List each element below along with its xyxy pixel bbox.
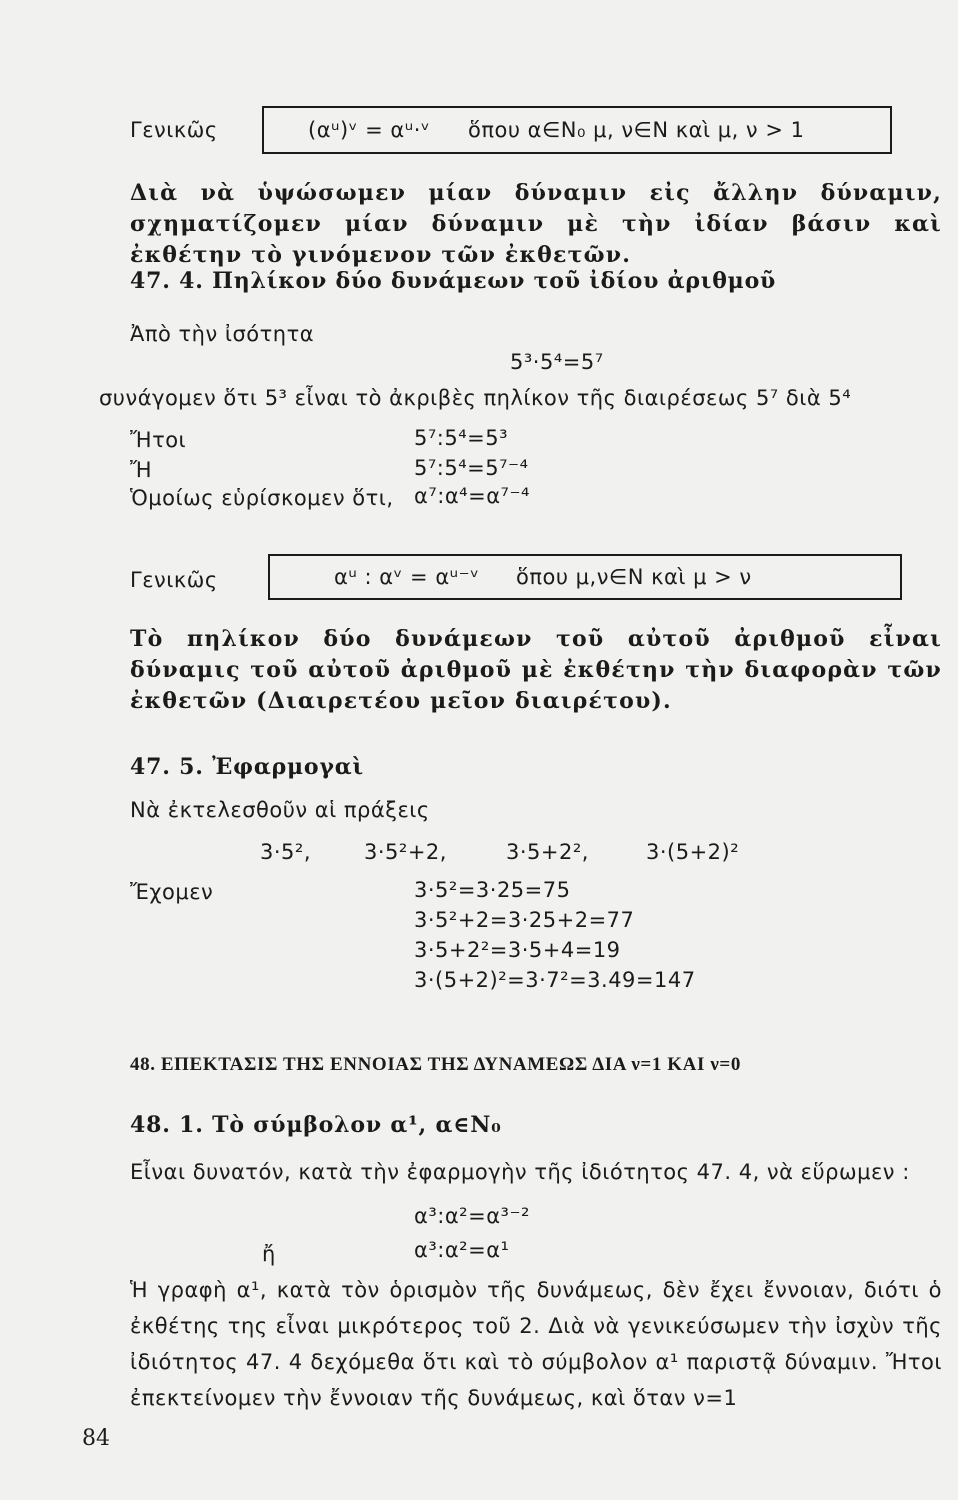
- formula-box-1: [262, 106, 892, 154]
- section-heading-47-5: 47. 5. Ἐφαρμογαὶ: [130, 754, 364, 780]
- intro-text: Ἀπὸ τὴν ἰσότητα: [130, 322, 315, 346]
- equation-a3-a2-2: α³:α²=α¹: [414, 1238, 510, 1262]
- task-text: Νὰ ἐκτελεσθοῦν αἱ πράξεις: [130, 798, 430, 822]
- exercise-3: 3·5+2²,: [506, 840, 589, 864]
- similarly-text: Ὁμοίως εὑρίσκομεν ὅτι,: [130, 486, 394, 510]
- have-text: Ἔχομεν: [130, 880, 214, 904]
- equation-5-3-5-4: 5³·5⁴=5⁷: [510, 350, 604, 374]
- exercise-4: 3·(5+2)²: [646, 840, 740, 864]
- power-of-power-formula: (αᵘ)ᵛ = αᵘ·ᵛ: [308, 118, 431, 142]
- line-label-1: Ἤτοι: [130, 428, 187, 452]
- general-label-2: Γενικῶς: [130, 568, 218, 592]
- quotient-formula: αᵘ : αᵛ = αᵘ⁻ᵛ: [334, 565, 480, 589]
- line-expr-1: 5⁷:5⁴=5³: [414, 426, 509, 450]
- line-label-2: Ἤ: [130, 458, 153, 482]
- solution-3: 3·5+2²=3·5+4=19: [414, 938, 621, 962]
- formula-condition-1: ὅπου α∈N₀ μ, ν∈N καὶ μ, ν > 1: [468, 118, 805, 142]
- or-text: ἤ: [262, 1242, 276, 1266]
- paragraph-48-1: Ἡ γραφὴ α¹, κατὰ τὸν ὁρισμὸν τῆς δυνάμεως, δὲν ἔχει ἔννοιαν, διότι ὁ ἐκθέτης της εἶναι μικρότερος τοῦ 2. Διὰ νὰ γενικεύσωμεν τὴν ἰσχὺν τῆς ἰδιότητος 47. 4 δεχόμεθα ὅτι καὶ τὸ σύμβολον α¹ παριστᾷ δύναμιν. Ἤτοι ἐπεκτείνομεν τὴν ἔννοιαν τῆς δυνάμεως, καὶ ὅταν ν=1: [130, 1278, 942, 1410]
- formula-box-2: [268, 554, 902, 600]
- solution-2: 3·5²+2=3·25+2=77: [414, 908, 635, 932]
- conclusion-text: συνάγομεν ὅτι 5³ εἶναι τὸ ἀκριβὲς πηλίκον τῆς διαιρέσεως 5⁷ διὰ 5⁴: [99, 386, 852, 410]
- chapter-heading-48: 48. ΕΠΕΚΤΑΣΙΣ ΤΗΣ ΕΝΝΟΙΑΣ ΤΗΣ ΔΥΝΑΜΕΩΣ ΔΙΑ ν=1 ΚΑΙ ν=0: [130, 1054, 741, 1075]
- exercise-2: 3·5²+2,: [364, 840, 447, 864]
- page-number: 84: [82, 1426, 110, 1451]
- section-heading-48-1: 48. 1. Τὸ σύμβολον α¹, α∈N₀: [130, 1112, 502, 1138]
- general-label-1: Γενικῶς: [130, 118, 218, 142]
- solution-1: 3·5²=3·25=75: [414, 878, 571, 902]
- section-heading-47-4: 47. 4. Πηλίκον δύο δυνάμεων τοῦ ἰδίου ἀριθμοῦ: [130, 268, 777, 294]
- rule-quotient: Τὸ πηλίκον δύο δυνάμεων τοῦ αὐτοῦ ἀριθμοῦ εἶναι δύναμις τοῦ αὐτοῦ ἀριθμοῦ μὲ ἐκθέτην τὴν διαφορὰν τῶν ἐκθετῶν (Διαιρετέου μεῖον διαιρέτου).: [130, 626, 942, 714]
- similarly-expr: α⁷:α⁴=α⁷⁻⁴: [414, 484, 530, 508]
- line-expr-2: 5⁷:5⁴=5⁷⁻⁴: [414, 456, 529, 480]
- exercise-1: 3·5²,: [260, 840, 311, 864]
- solution-4: 3·(5+2)²=3·7²=3.49=147: [414, 968, 696, 992]
- equation-a3-a2-1: α³:α²=α³⁻²: [414, 1204, 530, 1228]
- formula-condition-2: ὅπου μ,ν∈N καὶ μ > ν: [516, 565, 752, 589]
- intro-48-1: Εἶναι δυνατόν, κατὰ τὴν ἐφαρμογὴν τῆς ἰδιότητος 47. 4, νὰ εὕρωμεν :: [130, 1160, 910, 1184]
- rule-power-of-power: Διὰ νὰ ὑψώσωμεν μίαν δύναμιν εἰς ἄλλην δύναμιν, σχηματίζομεν μίαν δύναμιν μὲ τὴν ἰδίαν βάσιν καὶ ἐκθέτην τὸ γινόμενον τῶν ἐκθετῶν.: [130, 180, 942, 268]
